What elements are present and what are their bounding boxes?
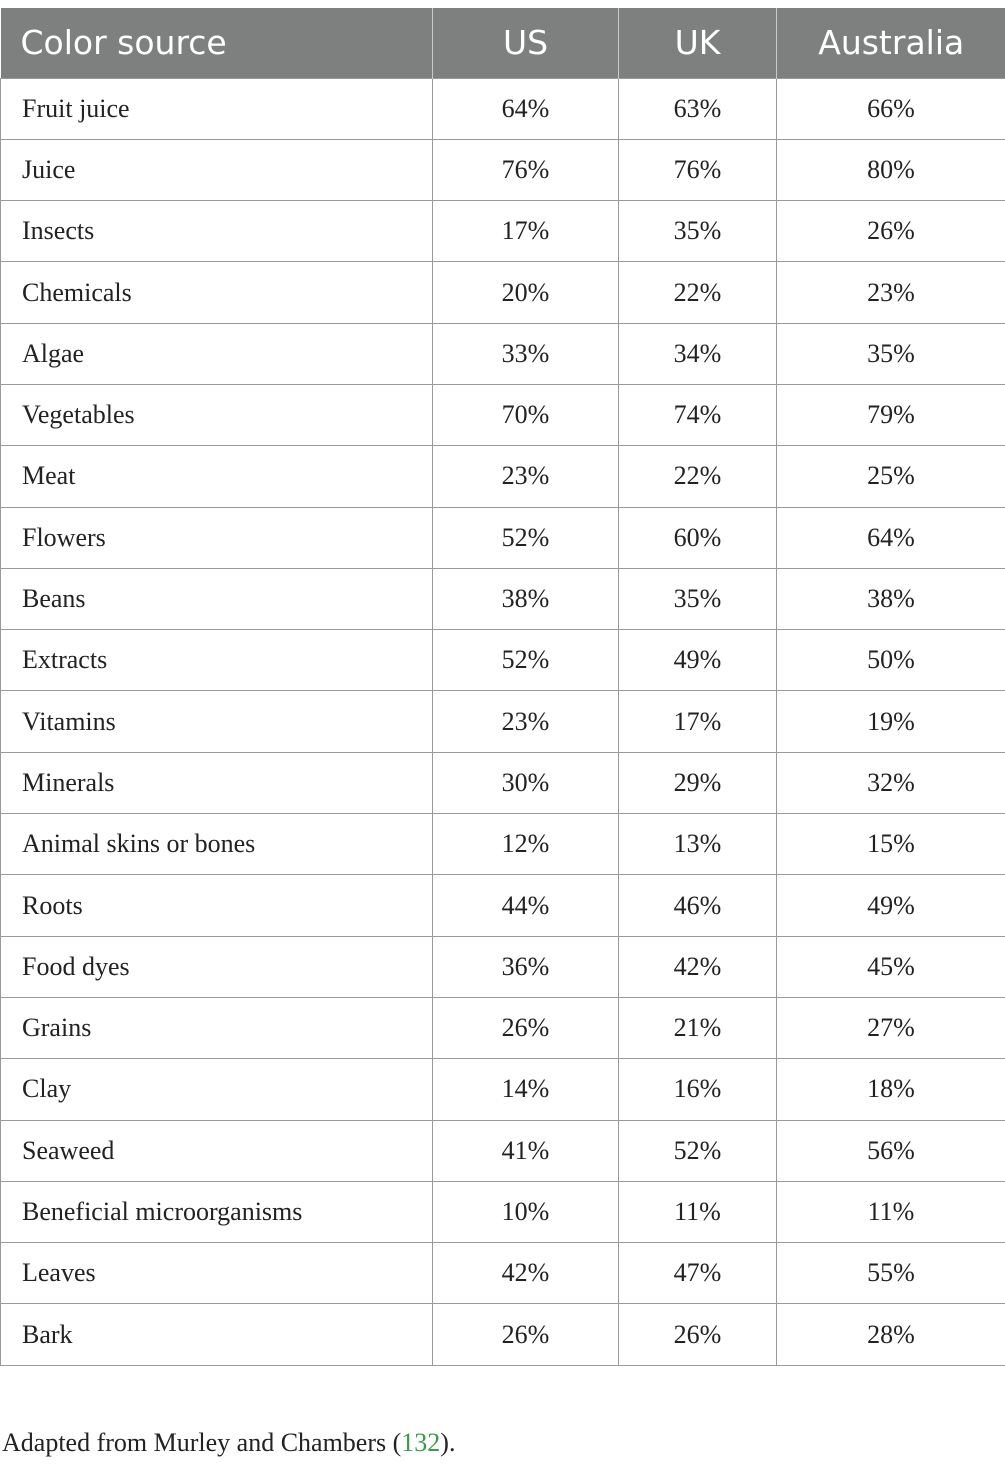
- us-cell: 26%: [433, 997, 619, 1058]
- color-source-table: [0, 8, 1005, 1366]
- us-cell: 17%: [433, 201, 619, 262]
- color-source-cell: Beans: [1, 568, 433, 629]
- table-row: [1, 752, 1005, 813]
- uk-cell: 76%: [619, 139, 777, 200]
- australia-cell: 11%: [777, 1181, 1005, 1242]
- table-row: [1, 936, 1005, 997]
- uk-cell: 26%: [619, 1304, 777, 1365]
- color-source-cell: Vitamins: [1, 691, 433, 752]
- table-header: [1, 8, 1005, 78]
- table-row: [1, 630, 1005, 691]
- uk-cell: 35%: [619, 201, 777, 262]
- color-source-cell: Seaweed: [1, 1120, 433, 1181]
- table-row: [1, 1243, 1005, 1304]
- color-source-cell: Grains: [1, 997, 433, 1058]
- table-row: [1, 568, 1005, 629]
- table-row: [1, 446, 1005, 507]
- us-cell: 30%: [433, 752, 619, 813]
- uk-cell: 35%: [619, 568, 777, 629]
- table-row: [1, 1181, 1005, 1242]
- source-note-suffix: ).: [440, 1428, 456, 1457]
- australia-cell: 27%: [777, 997, 1005, 1058]
- color-source-cell: Flowers: [1, 507, 433, 568]
- header-australia: Australia: [777, 8, 1005, 78]
- table-row: [1, 875, 1005, 936]
- table-row: [1, 78, 1005, 139]
- table-row: [1, 691, 1005, 752]
- table-row: [1, 507, 1005, 568]
- uk-cell: 11%: [619, 1181, 777, 1242]
- table-row: [1, 1304, 1005, 1365]
- uk-cell: 22%: [619, 262, 777, 323]
- australia-cell: 38%: [777, 568, 1005, 629]
- australia-cell: 79%: [777, 384, 1005, 445]
- color-source-cell: Extracts: [1, 630, 433, 691]
- reference-link[interactable]: 132: [401, 1428, 441, 1457]
- australia-cell: 18%: [777, 1059, 1005, 1120]
- australia-cell: 19%: [777, 691, 1005, 752]
- table-row: [1, 262, 1005, 323]
- us-cell: 12%: [433, 814, 619, 875]
- color-source-cell: Juice: [1, 139, 433, 200]
- australia-cell: 64%: [777, 507, 1005, 568]
- us-cell: 44%: [433, 875, 619, 936]
- table-row: [1, 384, 1005, 445]
- header-us: US: [433, 8, 619, 78]
- australia-cell: 45%: [777, 936, 1005, 997]
- us-cell: 36%: [433, 936, 619, 997]
- table-row: [1, 323, 1005, 384]
- source-note: [2, 1428, 455, 1458]
- australia-cell: 80%: [777, 139, 1005, 200]
- us-cell: 23%: [433, 446, 619, 507]
- uk-cell: 60%: [619, 507, 777, 568]
- us-cell: 42%: [433, 1243, 619, 1304]
- uk-cell: 17%: [619, 691, 777, 752]
- us-cell: 33%: [433, 323, 619, 384]
- australia-cell: 55%: [777, 1243, 1005, 1304]
- uk-cell: 29%: [619, 752, 777, 813]
- australia-cell: 25%: [777, 446, 1005, 507]
- uk-cell: 47%: [619, 1243, 777, 1304]
- uk-cell: 46%: [619, 875, 777, 936]
- color-source-cell: Minerals: [1, 752, 433, 813]
- us-cell: 14%: [433, 1059, 619, 1120]
- color-source-cell: Beneficial microorganisms: [1, 1181, 433, 1242]
- color-source-cell: Clay: [1, 1059, 433, 1120]
- uk-cell: 34%: [619, 323, 777, 384]
- header-color-source: Color source: [1, 8, 433, 78]
- table-row: [1, 997, 1005, 1058]
- table-body: [1, 78, 1005, 1365]
- color-source-cell: Meat: [1, 446, 433, 507]
- australia-cell: 15%: [777, 814, 1005, 875]
- table-row: [1, 1059, 1005, 1120]
- us-cell: 52%: [433, 630, 619, 691]
- us-cell: 20%: [433, 262, 619, 323]
- us-cell: 64%: [433, 78, 619, 139]
- uk-cell: 21%: [619, 997, 777, 1058]
- us-cell: 26%: [433, 1304, 619, 1365]
- us-cell: 23%: [433, 691, 619, 752]
- color-source-cell: Chemicals: [1, 262, 433, 323]
- us-cell: 10%: [433, 1181, 619, 1242]
- table-row: [1, 1120, 1005, 1181]
- uk-cell: 42%: [619, 936, 777, 997]
- uk-cell: 74%: [619, 384, 777, 445]
- source-note-prefix: Adapted from Murley and Chambers (: [2, 1428, 402, 1457]
- uk-cell: 13%: [619, 814, 777, 875]
- color-source-cell: Animal skins or bones: [1, 814, 433, 875]
- australia-cell: 66%: [777, 78, 1005, 139]
- table-row: [1, 201, 1005, 262]
- australia-cell: 28%: [777, 1304, 1005, 1365]
- table-row: [1, 139, 1005, 200]
- australia-cell: 23%: [777, 262, 1005, 323]
- us-cell: 76%: [433, 139, 619, 200]
- uk-cell: 63%: [619, 78, 777, 139]
- australia-cell: 26%: [777, 201, 1005, 262]
- color-source-cell: Fruit juice: [1, 78, 433, 139]
- table-row: [1, 814, 1005, 875]
- color-source-cell: Roots: [1, 875, 433, 936]
- header-row: [1, 8, 1005, 78]
- color-source-cell: Insects: [1, 201, 433, 262]
- color-source-cell: Food dyes: [1, 936, 433, 997]
- us-cell: 52%: [433, 507, 619, 568]
- australia-cell: 56%: [777, 1120, 1005, 1181]
- uk-cell: 52%: [619, 1120, 777, 1181]
- color-source-cell: Vegetables: [1, 384, 433, 445]
- us-cell: 41%: [433, 1120, 619, 1181]
- australia-cell: 50%: [777, 630, 1005, 691]
- uk-cell: 49%: [619, 630, 777, 691]
- australia-cell: 32%: [777, 752, 1005, 813]
- us-cell: 70%: [433, 384, 619, 445]
- color-source-cell: Algae: [1, 323, 433, 384]
- color-source-cell: Leaves: [1, 1243, 433, 1304]
- uk-cell: 22%: [619, 446, 777, 507]
- australia-cell: 49%: [777, 875, 1005, 936]
- header-uk: UK: [619, 8, 777, 78]
- us-cell: 38%: [433, 568, 619, 629]
- uk-cell: 16%: [619, 1059, 777, 1120]
- australia-cell: 35%: [777, 323, 1005, 384]
- color-source-cell: Bark: [1, 1304, 433, 1365]
